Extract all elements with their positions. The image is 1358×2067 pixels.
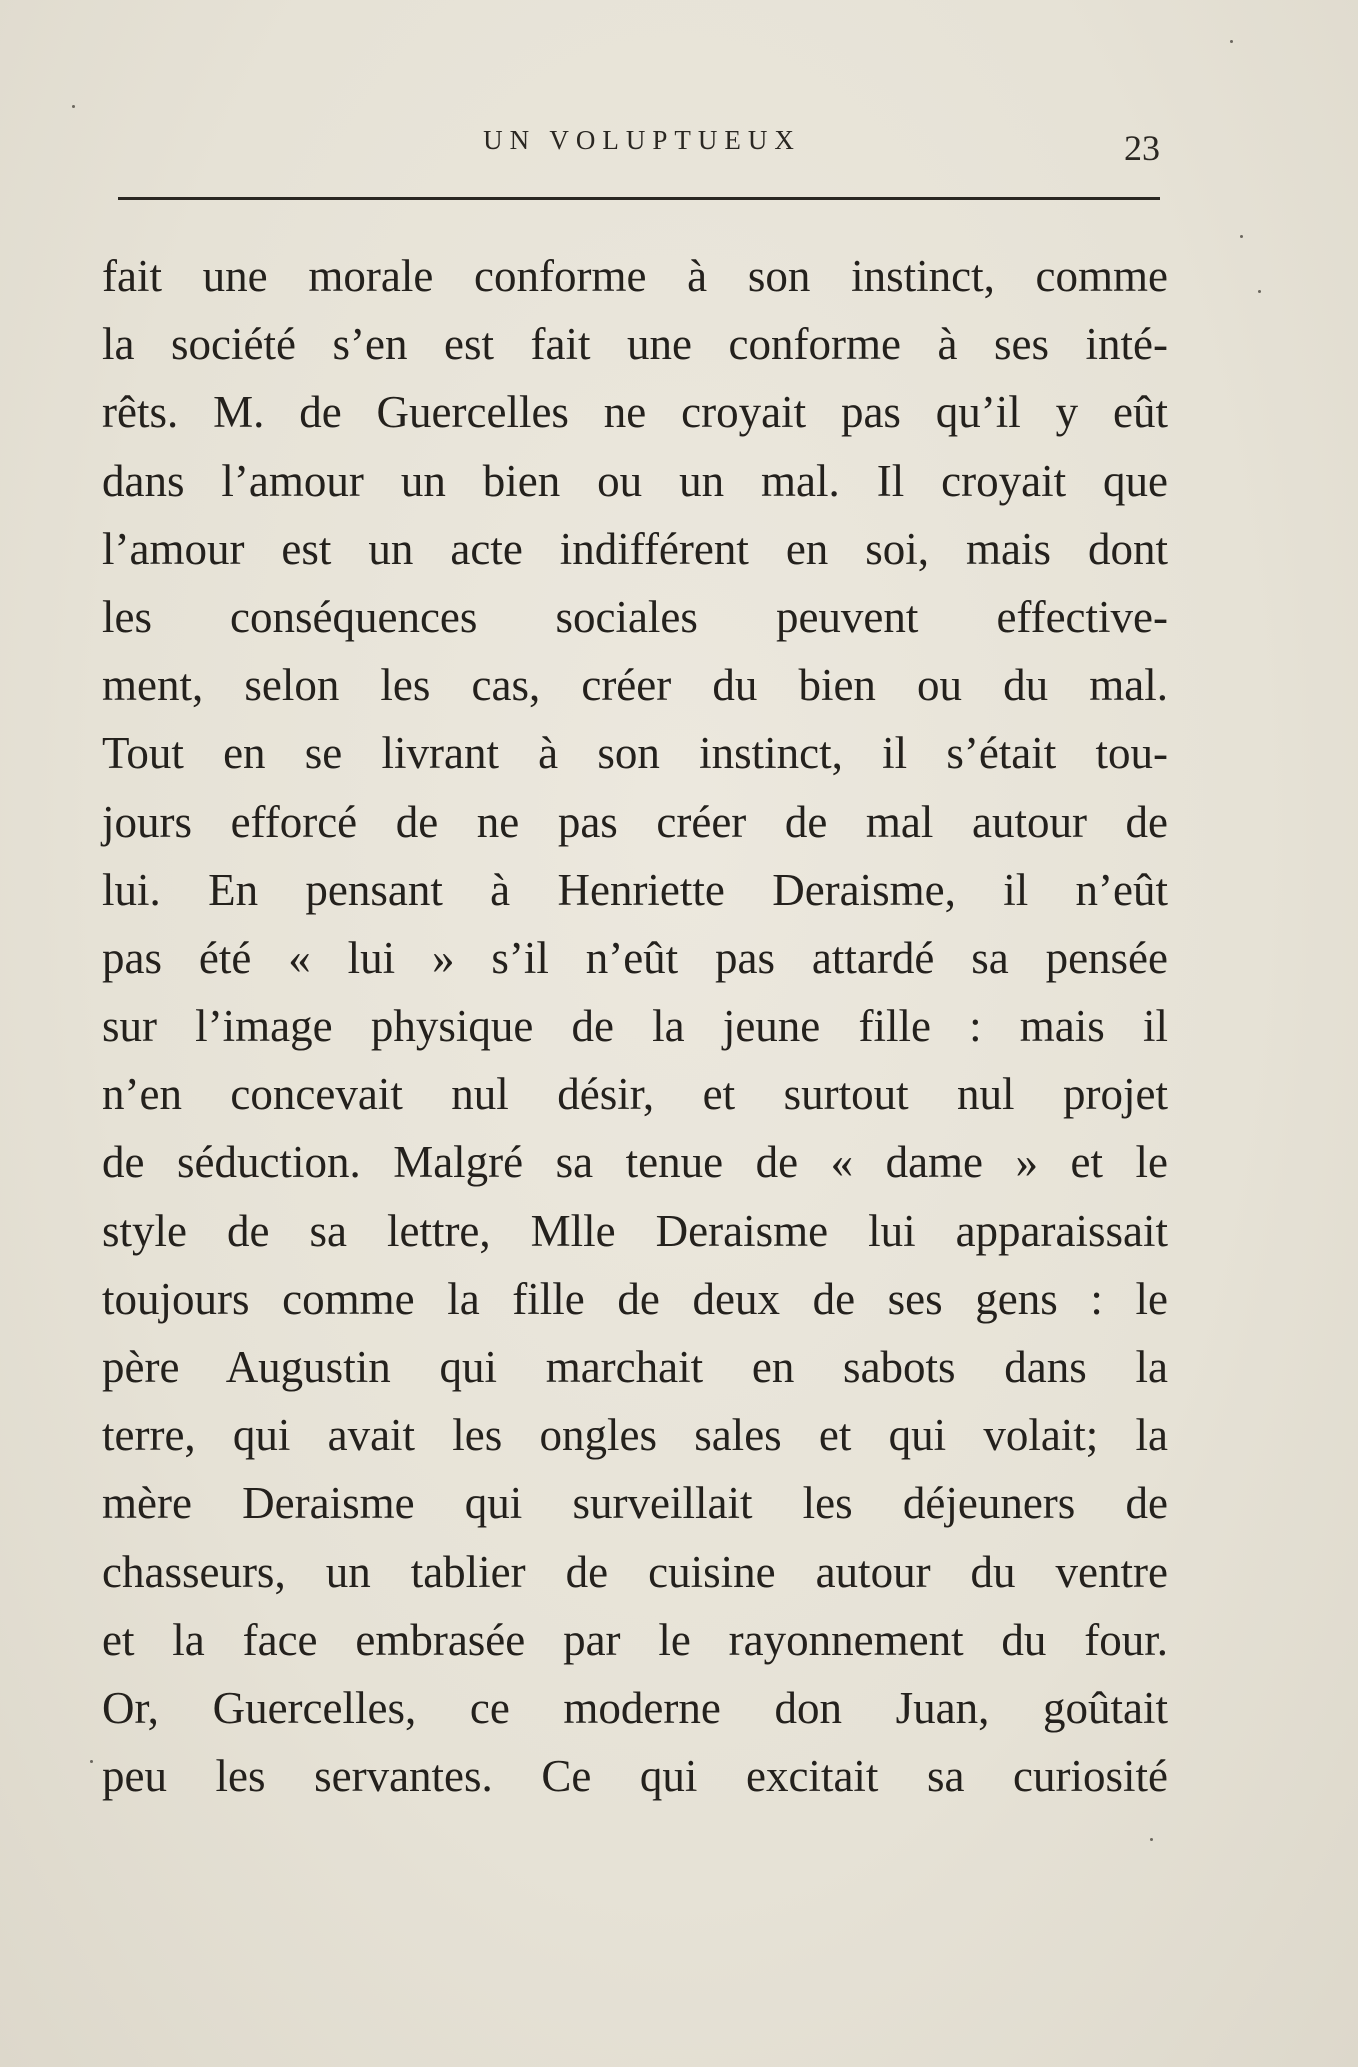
text-line: la société s’en est fait une conforme à ses inté- (102, 319, 1168, 370)
paper-speck (72, 105, 75, 108)
text-line: rêts. M. de Guercelles ne croyait pas qu’il y eût (102, 387, 1168, 438)
text-line: fait une morale conforme à son instinct, comme (102, 251, 1168, 301)
text-line: ment, selon les cas, créer du bien ou du mal. (102, 660, 1168, 711)
running-head (0, 125, 1358, 168)
running-title: UN VOLUPTUEUX (483, 125, 801, 155)
text-line: style de sa lettre, Mlle Deraisme lui apparaissait (102, 1205, 1168, 1256)
text-line: lui. En pensant à Henriette Deraisme, il n’eût (102, 864, 1168, 915)
text-line: jours efforcé de ne pas créer de mal autour de (102, 796, 1168, 847)
text-line: de séduction. Malgré sa tenue de « dame » et le (102, 1137, 1168, 1188)
text-line: sur l’image physique de la jeune fille : mais il (102, 1001, 1168, 1052)
text-line: les conséquences sociales peuvent effective- (102, 591, 1168, 642)
header-rule (118, 197, 1160, 200)
text-line: Tout en se livrant à son instinct, il s’était tou- (102, 728, 1168, 779)
paper-speck (1150, 1838, 1153, 1841)
paper-speck (90, 1760, 93, 1763)
page-number: 23 (1124, 128, 1160, 168)
text-line: pas été « lui » s’il n’eût pas attardé sa pensée (102, 932, 1168, 983)
text-line: toujours comme la fille de deux de ses gens : le (102, 1273, 1168, 1324)
text-line: mère Deraisme qui surveillait les déjeuners de (102, 1478, 1168, 1529)
paper-speck (1258, 290, 1261, 293)
text-line: et la face embrasée par le rayonnement du four. (102, 1614, 1168, 1665)
text-line: l’amour est un acte indifférent en soi, mais dont (102, 523, 1168, 574)
paper-speck (1230, 40, 1233, 43)
paper-speck (1240, 235, 1243, 238)
text-line: Or, Guercelles, ce moderne don Juan, goûtait (102, 1682, 1168, 1733)
text-line: n’en concevait nul désir, et surtout nul projet (102, 1069, 1168, 1120)
body-text (102, 242, 1168, 1810)
text-line: père Augustin qui marchait en sabots dans la (102, 1342, 1168, 1392)
text-line: terre, qui avait les ongles sales et qui volait; la (102, 1410, 1168, 1461)
text-line: peu les servantes. Ce qui excitait sa curiosité (102, 1751, 1168, 1802)
text-line: chasseurs, un tablier de cuisine autour du ventre (102, 1546, 1168, 1597)
text-line: dans l’amour un bien ou un mal. Il croyait que (102, 455, 1168, 506)
